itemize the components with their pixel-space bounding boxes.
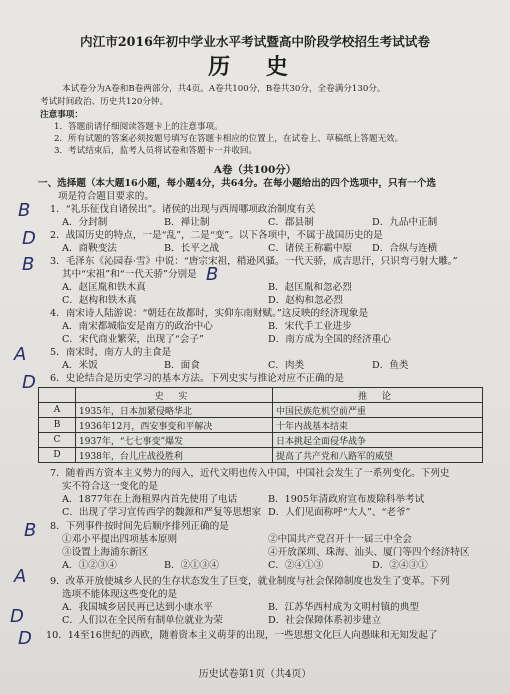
handwritten-mark-q2: D bbox=[22, 228, 36, 249]
q2-option-b: B．长平之战 bbox=[164, 243, 220, 254]
q7-option-b: B．1905年清政府宣布废除科举考试 bbox=[268, 494, 425, 505]
table-cell: 1936年12月，西安事变和平解决 bbox=[76, 418, 273, 433]
table-cell: 1937年，“七七事变”爆发 bbox=[76, 433, 273, 448]
intro-line-2: 考试时间政治、历史共120分钟。 bbox=[40, 97, 169, 107]
q5-option-a: A．米饭 bbox=[62, 360, 98, 371]
question-5-stem: 5．南宋时，南方人的主食是 bbox=[50, 347, 172, 358]
table-header-blank bbox=[39, 388, 76, 403]
history-table bbox=[38, 387, 483, 463]
table-cell: D bbox=[39, 448, 76, 463]
table-cell: 中国民族危机空前严重 bbox=[273, 403, 483, 418]
handwritten-mark-q10: D bbox=[18, 628, 32, 649]
q1-option-b: B．禅让制 bbox=[164, 217, 210, 228]
section-a-title: A卷（共100分） bbox=[213, 164, 297, 176]
q4-option-c: C．宋代商业繁荣，出现了“会子” bbox=[62, 334, 204, 345]
q4-option-a: A．南宋都城临安是南方的政治中心 bbox=[62, 321, 213, 332]
handwritten-mark-q5: A bbox=[14, 344, 27, 365]
question-3-stem-2: 其中“宋祖”和“一代天骄”分别是 bbox=[62, 269, 197, 280]
q8-option-d: D．②④③① bbox=[372, 560, 428, 571]
question-2-stem: 2．战国历史的特点，一是“乱”，二是“变”。以下各项中，不属于战国历史的是 bbox=[50, 230, 383, 241]
q4-option-b: B．宋代手工业进步 bbox=[268, 321, 352, 332]
q8-event-1: ①邓小平提出四项基本原则 bbox=[62, 534, 178, 545]
q9-option-d: D．社会保障体系初步建立 bbox=[268, 615, 382, 626]
handwritten-mark-q9: A bbox=[14, 566, 27, 587]
table-row bbox=[39, 448, 483, 463]
section-a-instruction-2: 项是符合题目要求的。 bbox=[58, 191, 154, 202]
handwritten-mark-q9-b: D bbox=[10, 606, 24, 627]
handwritten-mark-q3: B bbox=[22, 254, 35, 275]
table-cell: 1938年，台儿庄战役胜利 bbox=[76, 448, 273, 463]
table-row bbox=[39, 403, 483, 418]
table-cell: B bbox=[39, 418, 76, 433]
q4-option-d: D．南方成为全国的经济重心 bbox=[268, 334, 391, 345]
q2-option-d: D．合纵与连横 bbox=[372, 243, 438, 254]
question-6-stem: 6．史论结合是历史学习的基本方法。下列史实与推论对应不正确的是 bbox=[50, 373, 344, 384]
q5-option-d: D．鱼类 bbox=[372, 360, 409, 371]
q5-option-b: B．面食 bbox=[164, 360, 200, 371]
q2-option-a: A．商鞅变法 bbox=[62, 243, 117, 254]
table-header-inference: 推 论 bbox=[273, 388, 483, 403]
q5-option-c: C．肉类 bbox=[268, 360, 305, 371]
note-2: 2．所有试题的答案必须按题号填写在答题卡相应的位置上，在试卷上、草稿纸上答题无效。 bbox=[54, 134, 404, 144]
note-3: 3．考试结束后，监考人员将试卷和答题卡一并收回。 bbox=[54, 146, 258, 156]
q8-option-b: B．②①③④ bbox=[164, 560, 220, 571]
q9-option-a: A．我国城乡居民再已达到小康水平 bbox=[62, 602, 213, 613]
q3-option-c: C．赵构和铁木真 bbox=[62, 295, 137, 306]
question-1-stem: 1．“礼乐征伐自诸侯出”。诸侯的出现与西周哪项政治制度有关 bbox=[50, 204, 316, 215]
question-8-stem: 8．下列事件按时间先后顺序排列正确的是 bbox=[50, 521, 229, 532]
question-3-stem: 3．毛泽东《沁园春·雪》中说：“唐宗宋祖，稍逊风骚。一代天骄，成吉思汗，只识弯弓射大雕。” bbox=[50, 256, 458, 267]
handwritten-mark-q8: B bbox=[24, 520, 37, 541]
table-cell: 日本挑起全面侵华战争 bbox=[273, 433, 483, 448]
table-cell: A bbox=[39, 403, 76, 418]
q8-event-4: ④开放深圳、珠海、汕头、厦门等四个经济特区 bbox=[268, 547, 470, 558]
q3-option-b: B．赵匡胤和忽必烈 bbox=[268, 282, 352, 293]
question-7-stem: 7．随着西方资本主义势力的闯入，近代文明也传入中国，中国社会发生了一系列变化。下列史 bbox=[50, 468, 450, 479]
handwritten-mark-q6: D bbox=[22, 372, 36, 393]
q1-option-a: A．分封制 bbox=[62, 217, 108, 228]
q9-option-c: C．人们以在全民所有制单位就业为荣 bbox=[62, 615, 223, 626]
q1-option-d: D．九品中正制 bbox=[372, 217, 438, 228]
q3-option-a: A．赵匡胤和铁木真 bbox=[62, 282, 146, 293]
question-10-stem: 10．14至16世纪的西欧，随着资本主义萌芽的出现，一些思想文化巨人向愚昧和无知发起了 bbox=[46, 630, 438, 641]
subject-heading: 历 史 bbox=[208, 54, 302, 80]
table-cell: 提高了共产党和八路军的威望 bbox=[273, 448, 483, 463]
table-cell: C bbox=[39, 433, 76, 448]
question-9-stem: 9．改革开放使城乡人民的生存状态发生了巨变，就业制度与社会保障制度也发生了变革。下列 bbox=[50, 576, 450, 587]
table-cell: 十年内战基本结束 bbox=[273, 418, 483, 433]
table-row bbox=[39, 433, 483, 448]
notes-heading: 注意事项： bbox=[40, 110, 83, 120]
q7-option-d: D．人们见面称呼“大人”、“老爷” bbox=[268, 507, 411, 518]
table-row bbox=[39, 418, 483, 433]
intro-line-1: 本试卷分为A卷和B卷两部分，共4页。A卷共100分，B卷共30分，全卷满分130分。 bbox=[62, 84, 386, 94]
question-9-stem-2: 选项不能体现这些变化的是 bbox=[62, 589, 178, 600]
question-7-stem-2: 实不符合这一变化的是 bbox=[62, 481, 158, 492]
q9-option-b: B．江苏华西村成为文明村镇的典型 bbox=[268, 602, 419, 613]
q1-option-c: C．郡县制 bbox=[268, 217, 314, 228]
table-cell: 1935年，日本加紧侵略华北 bbox=[76, 403, 273, 418]
q8-option-c: C．②④①③ bbox=[268, 560, 324, 571]
q7-option-a: A．1877年在上海租界内首先使用了电话 bbox=[62, 494, 238, 505]
question-4-stem: 4．南宋诗人陆游说：“朝廷在故都时，实仰东南财赋。”这反映的经济现象是 bbox=[50, 308, 369, 319]
q8-event-2: ②中国共产党召开十一届三中全会 bbox=[268, 534, 412, 545]
q8-event-3: ③设置上海浦东新区 bbox=[62, 547, 149, 558]
q3-option-d: D．赵构和忽必烈 bbox=[268, 295, 343, 306]
table-header-fact: 史 实 bbox=[76, 388, 273, 403]
section-a-instruction: 一、选择题（本大题16小题，每小题4分，共64分。在每小题给出的四个选项中，只有一个选 bbox=[38, 178, 436, 189]
note-1: 1．答题前请仔细阅读答题卡上的注意事项。 bbox=[54, 122, 223, 132]
q2-option-c: C．诸侯王称霸中原 bbox=[268, 243, 353, 254]
handwritten-mark-q1: B bbox=[18, 200, 31, 221]
page-footer: 历史试卷第1页（共4页） bbox=[198, 669, 312, 680]
q8-option-a: A．①②③④ bbox=[62, 560, 117, 571]
q7-option-c: C．出现了学习宣传西学的魏源和严复等思想家 bbox=[62, 507, 262, 518]
handwritten-mark-q3-inline: B bbox=[206, 264, 219, 285]
exam-title: 内江市2016年初中学业水平考试暨高中阶段学校招生考试试卷 bbox=[80, 34, 430, 49]
